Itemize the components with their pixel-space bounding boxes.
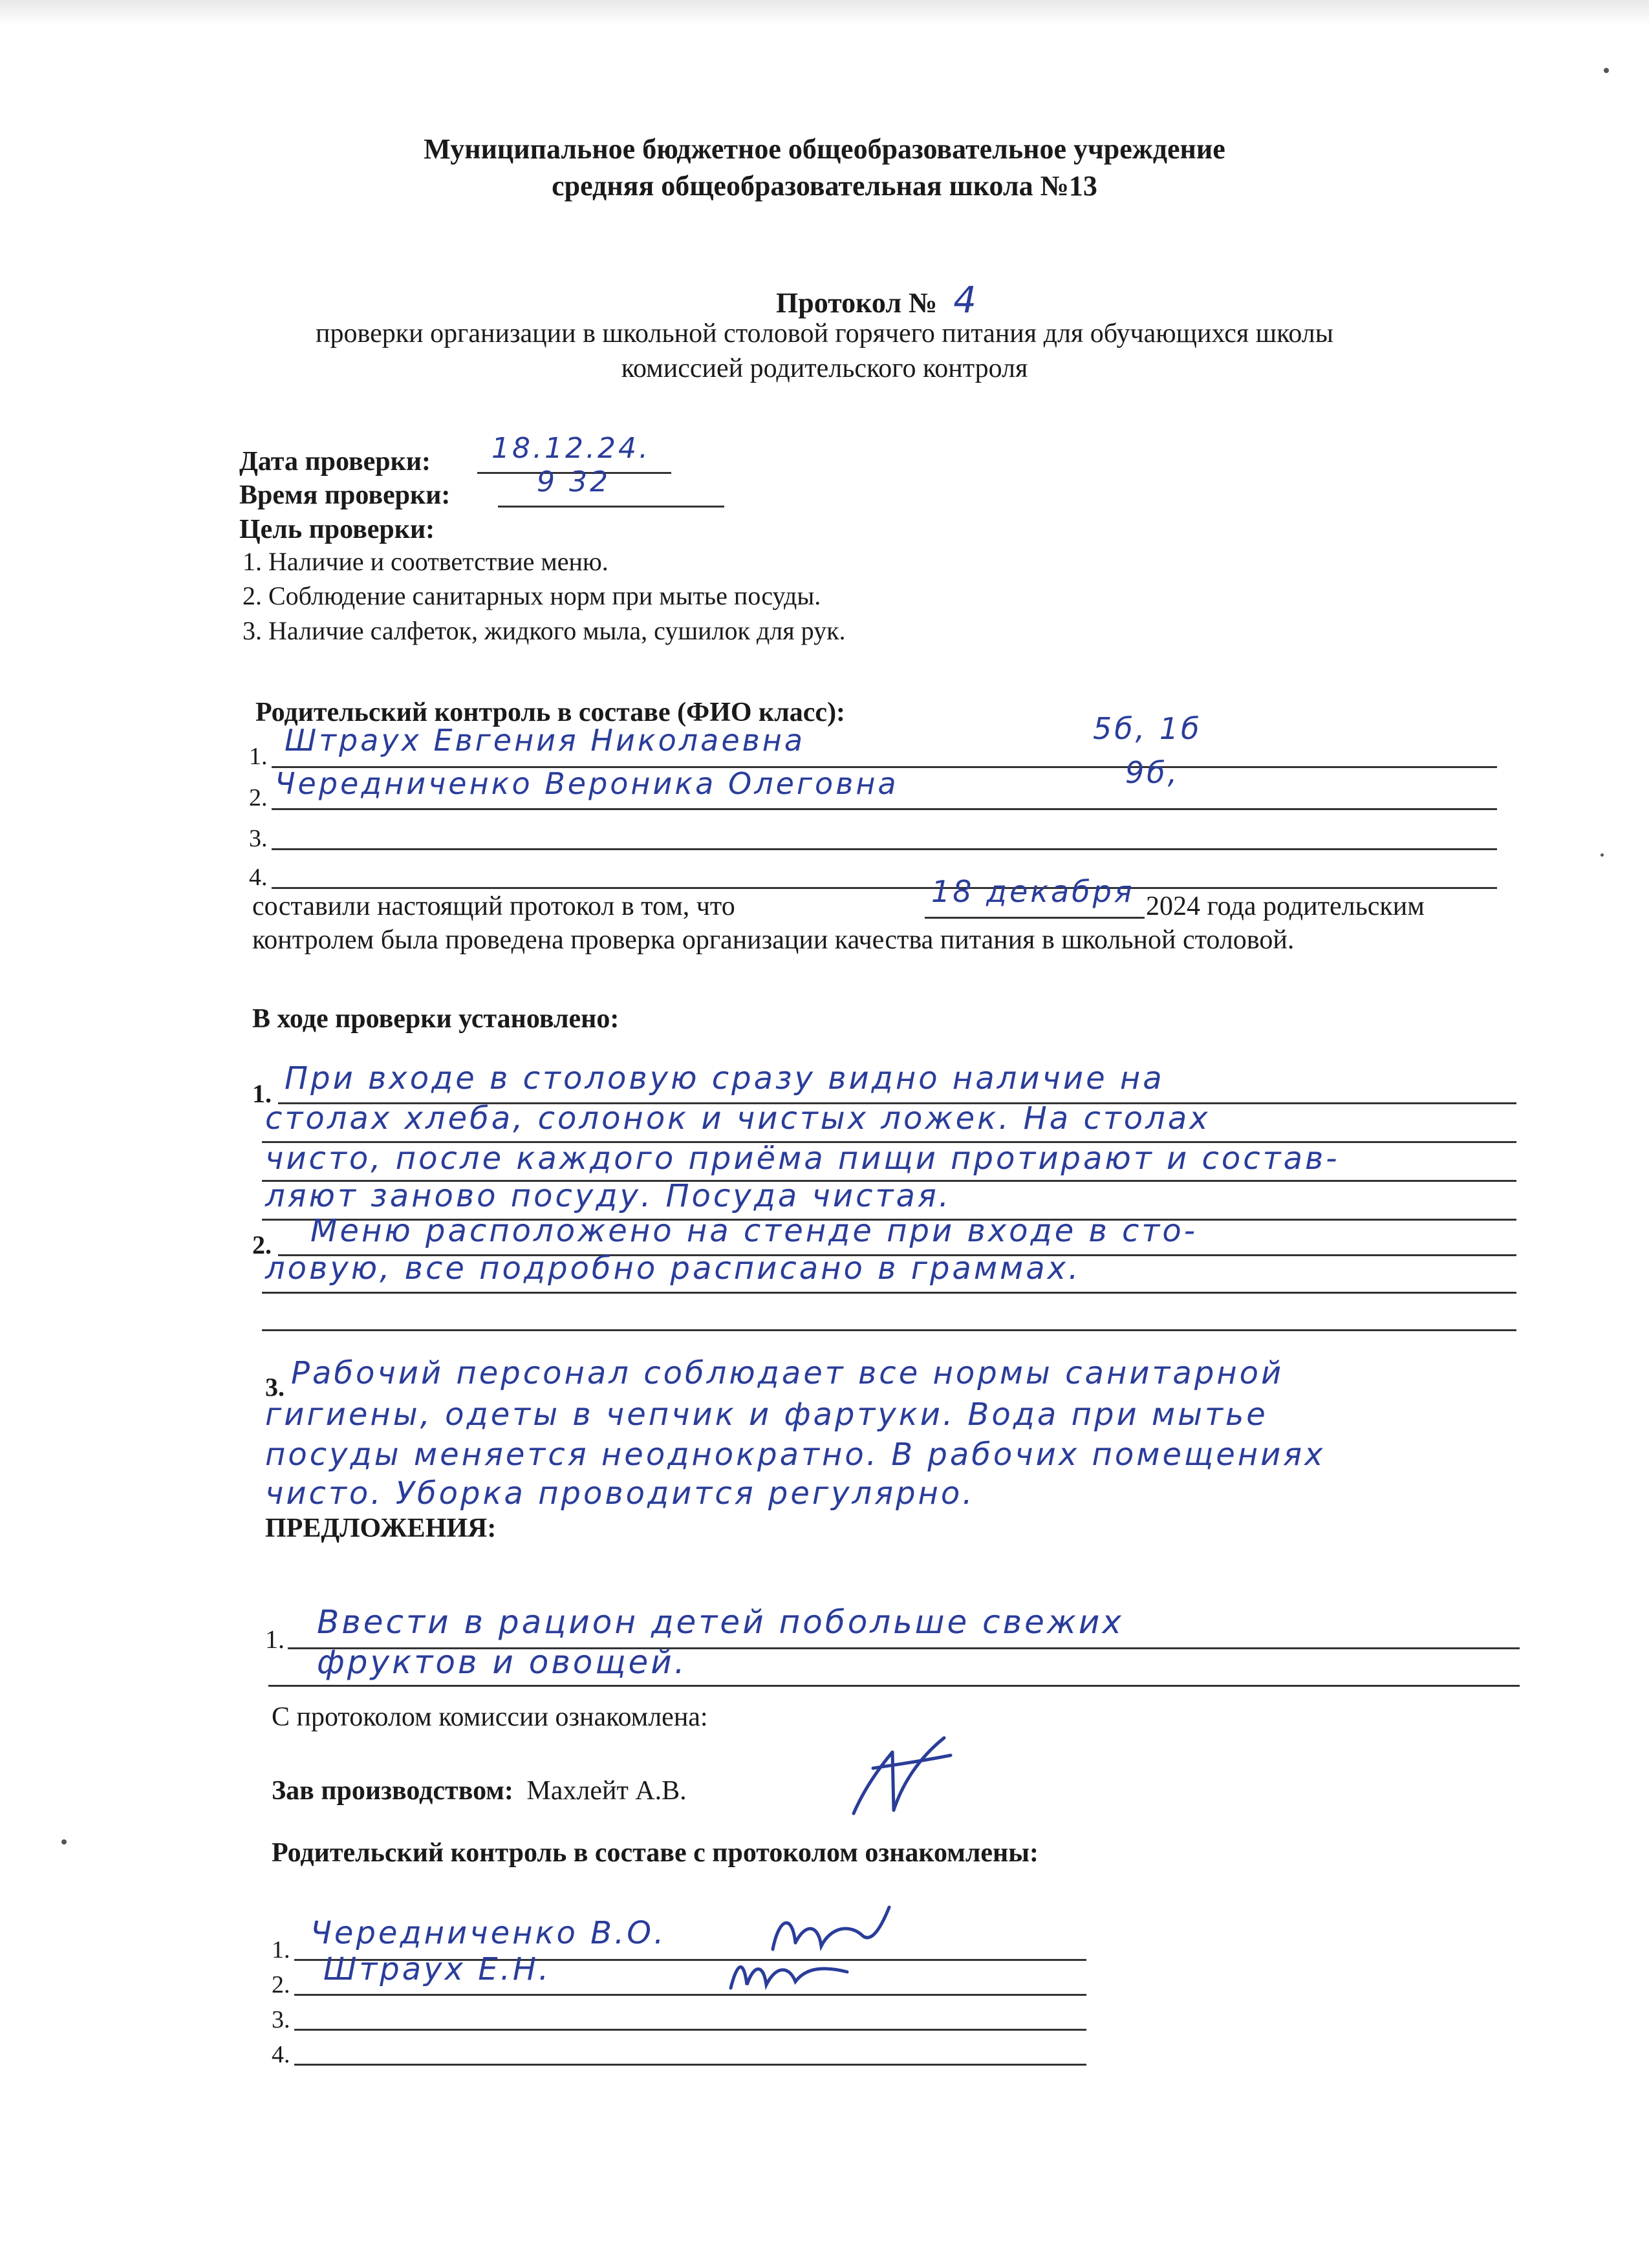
- purpose-item: 1. Наличие и соответствие меню.: [242, 547, 609, 576]
- protocol-subtitle-line2: комиссией родительского контроля: [621, 354, 1028, 383]
- finding-text: Рабочий персонал соблюдает все нормы санитарной: [291, 1355, 1284, 1391]
- finding-line: [262, 1329, 1516, 1331]
- parent-line: [294, 2064, 1086, 2066]
- proposals-heading: ПРЕДЛОЖЕНИЯ:: [265, 1514, 497, 1543]
- manager-signature: [847, 1733, 957, 1823]
- committee-member-name: Чередниченко Вероника Олеговна: [275, 766, 899, 801]
- parents-heading: Родительский контроль в составе с протоколом ознакомлены:: [272, 1838, 1039, 1868]
- finding-text: При входе в столовую сразу видно наличие на: [285, 1060, 1165, 1097]
- purpose-label: Цель проверки:: [239, 515, 435, 544]
- committee-member-name: Штраух Евгения Николаевна: [285, 723, 806, 758]
- manager-name: Махлейт А.В.: [526, 1776, 687, 1806]
- scan-speck: [61, 1839, 67, 1845]
- protocol-title: [776, 279, 979, 321]
- parent-number: 1.: [272, 1936, 290, 1963]
- committee-member-line: [272, 848, 1497, 850]
- parent-number: 3.: [272, 2006, 290, 2033]
- proposal-line: [268, 1685, 1520, 1687]
- committee-member-line: [272, 887, 1497, 889]
- statement-prefix: составили настоящий протокол в том, что: [252, 892, 735, 921]
- finding-text: Меню расположено на стенде при входе в сто-: [310, 1213, 1198, 1249]
- finding-line: [262, 1292, 1516, 1294]
- committee-member-number: 1.: [249, 743, 268, 770]
- finding-text: чисто, после каждого приёма пищи протирают и состав-: [265, 1140, 1340, 1177]
- time-underline: [498, 506, 724, 508]
- time-label: Время проверки:: [239, 480, 451, 510]
- org-name-line1: Муниципальное бюджетное общеобразовательное учреждение: [424, 133, 1225, 165]
- scan-speck: [1604, 68, 1609, 73]
- statement-line2: контролем была проведена проверка организации качества питания в школьной столовой.: [252, 925, 1295, 955]
- parent-number: 2.: [272, 1971, 290, 1998]
- proposal-text: фруктов и овощей.: [317, 1643, 687, 1681]
- finding-text: ловую, все подробно расписано в граммах.: [265, 1250, 1081, 1287]
- finding-text: чисто. Уборка проводится регулярно.: [265, 1475, 975, 1512]
- purpose-item: 2. Соблюдение санитарных норм при мытье посуды.: [242, 581, 821, 610]
- scan-speck: [1600, 853, 1604, 857]
- committee-member-class: 5б, 1б: [1093, 711, 1202, 746]
- committee-member-number: 2.: [249, 784, 268, 811]
- statement-suffix: 2024 года родительским: [1146, 892, 1425, 921]
- proposal-text: Ввести в рацион детей побольше свежих: [317, 1603, 1124, 1641]
- parent-name: Штраух Е.Н.: [323, 1951, 552, 1987]
- protocol-subtitle-line1: проверки организации в школьной столовой горячего питания для обучающихся школы: [316, 319, 1333, 348]
- committee-member-number: 3.: [249, 825, 268, 852]
- protocol-number: 4: [953, 279, 979, 321]
- parent-name: Чередниченко В.О.: [310, 1915, 667, 1951]
- proposal-number: 1.: [265, 1625, 285, 1654]
- finding-text: ляют заново посуду. Посуда чистая.: [265, 1178, 952, 1214]
- findings-heading: В ходе проверки установлено:: [252, 1004, 620, 1034]
- statement-date: 18 декабря: [931, 874, 1135, 909]
- manager-row: [272, 1775, 687, 1806]
- protocol-title-label: Протокол №: [776, 287, 938, 319]
- finding-text: гигиены, одеты в чепчик и фартуки. Вода при мытье: [265, 1396, 1268, 1433]
- parent-line: [294, 1994, 1086, 1996]
- acknowledgement-statement: С протоколом комиссии ознакомлена:: [272, 1702, 708, 1732]
- finding-number: 1.: [252, 1079, 272, 1108]
- date-label: Дата проверки:: [239, 447, 431, 476]
- committee-member-line: [272, 808, 1497, 810]
- committee-member-number: 4.: [249, 864, 268, 891]
- parent-number: 4.: [272, 2041, 290, 2068]
- scan-edge-shadow: [0, 0, 1649, 26]
- finding-text: столах хлеба, солонок и чистых ложек. На столах: [265, 1100, 1211, 1137]
- manager-label: Зав производством:: [272, 1776, 513, 1806]
- parent-line: [294, 2029, 1086, 2031]
- purpose-item: 3. Наличие салфеток, жидкого мыла, сушилок для рук.: [242, 616, 846, 645]
- parent-signature: [724, 1946, 854, 1998]
- finding-number: 2.: [252, 1230, 272, 1259]
- org-name-line2: средняя общеобразовательная школа №13: [552, 170, 1097, 202]
- time-value: 9 32: [537, 465, 610, 498]
- date-value: 18.12.24.: [491, 432, 651, 465]
- committee-member-class: 9б,: [1125, 755, 1180, 790]
- finding-text: посуды меняется неоднократно. В рабочих помещениях: [265, 1437, 1326, 1473]
- statement-date-underline: [925, 917, 1145, 919]
- committee-heading: Родительский контроль в составе (ФИО класс):: [255, 698, 846, 727]
- finding-number: 3.: [265, 1373, 285, 1402]
